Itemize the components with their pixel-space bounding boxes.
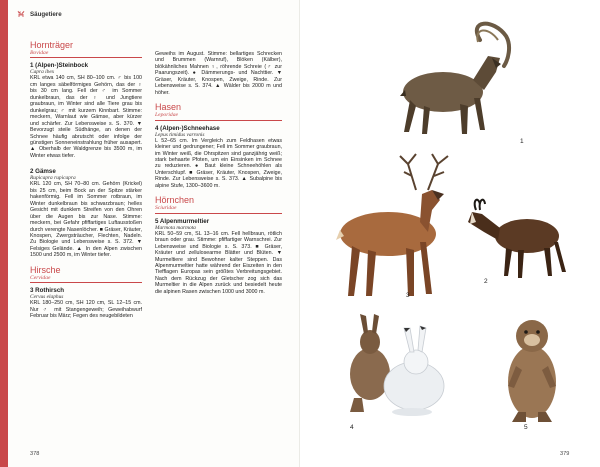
- entry-3-continued: Geweihs im August. Stimme: bellartiges Schrecken und Brummen (Warnruf), Blöken (Kälber), blökähnliches Mahnen ♀, röhrende Schreie (♂ zur Paarungszeit). ● Dämmerungs- und Nachttier. ▼ Gräser, Kräuter, Knospen, Zweige, Rinde. Zur Lebensweise s. S. 374. ▲ Wälder bis 2000 m und höher.: [155, 51, 282, 96]
- chamois-illustration: [462, 192, 572, 282]
- entry-3-latin: Cervus elaphus: [30, 294, 64, 301]
- red-deer-illustration: [328, 150, 468, 300]
- subheading-cervidae: Cervidae: [30, 275, 142, 283]
- entry-5-text: KRL 50–59 cm, SL 13–16 cm. Fell hellbraun, rötlich braun oder grau. Stimme: pfiffartiger Warnschrei. Zur Lebensweise und Biologie s. S. 373. ■ Gräser, Kräuter und zellulosearme Blätter und Blüten. ▼ Murmeltiere sind Bewohner kalter Steppen. Das Alpenmurmeltier hatte während der Eiszeiten in den Tiefflagen Europas sein größtes Verbreitungsgebiet. Nach dem Rückzug der Gletscher zog sich das Murmeltier in die Alpen zurück und besiedelt heute die alpinen Rasen zwischen 1000 und 3000 m.: [155, 230, 282, 295]
- mountain-hares-illustration: [340, 312, 450, 422]
- running-header: [16, 9, 62, 19]
- subheading-bovidae: Bovidae: [30, 50, 142, 58]
- plate-number-3: 3: [406, 292, 410, 299]
- plate-number-2: 2: [484, 278, 488, 285]
- page-number-left: 378: [30, 451, 40, 457]
- entry-1-title: 1 (Alpen-)Steinbock: [30, 62, 89, 70]
- heading-horntraeger: Hornträger: [30, 40, 74, 50]
- entry-2-latin: Rupicapra rupicapra: [30, 175, 76, 182]
- subheading-leporidae: Leporidae: [155, 112, 282, 120]
- heading-hirsche: Hirsche: [30, 264, 61, 275]
- subheading-sciuridae: Sciuridae: [155, 205, 282, 213]
- left-column: [30, 40, 142, 320]
- entry-4-text: L 52–65 cm. Im Vergleich zum Feldhasen etwas kleiner und gedrungener; Fell im Sommer graubraun, im Winter weiß, die Ohrspitzen sind ganzjährig weiß; stark behaarte Pfoten, um ein Einsinken im Schnee zu reduzieren. ● Baut kleine Schneehöhlen als Unterschlupf. ■ Gräser, Kräuter, Knospen, Zweige, Rinde. Zur Lebensweise s. S. 373. ▲ Subalpine bis alpine Stufe, 1300–3600 m.: [155, 137, 282, 189]
- page-number-right: 379: [560, 451, 570, 457]
- deer-silhouette-icon: [16, 9, 26, 19]
- section-label: Säugetiere: [30, 10, 62, 18]
- entry-4-latin: Lepus timidus varronis: [155, 131, 205, 138]
- entry-3-text: KRL 180–250 cm, SH 120 cm, SL 12–15 cm. Nur ♂ mit Stangengeweih; Geweihabwurf Februar bis März; Fegen des neugebildeten: [30, 300, 142, 320]
- plate-number-4: 4: [350, 424, 354, 431]
- entry-4-title: 4 (Alpen-)Schneehase: [155, 124, 220, 132]
- plate-number-1: 1: [520, 138, 524, 145]
- entry-5-latin: Marmota marmota: [155, 224, 196, 231]
- section-tab: [0, 0, 8, 467]
- middle-column: [155, 51, 282, 295]
- marmot-illustration: [498, 306, 568, 426]
- entry-1-text: KRL etwa 140 cm, SH 80–100 cm. ♂ bis 100 cm langes säbelförmiges Gehörn, das der ♀ bis 30 cm lang. Fell der ♂ im Sommer dunkelbraun, das der ♀ und Jungtiere graubraun, im Winter sind alle Tiere grau bis dunkelgrau; ♂ mit kurzem Kinnbart. Stimme: meckern, Warnlaut wie Gämse, aber kürzer und schärfer. Zur Lebensweise s. S. 370. ▼ Bevorzugt steile Südhänge, an denen der Schnee häufig abrutscht oder infolge der günstigen Sonneneinstrahlung früher ausapert. ▲ Oberhalb der Waldgrenze bis 3500 m, im Winter etwas tiefer.: [30, 75, 142, 159]
- entry-5-title: 5 Alpenmurmeltier: [155, 217, 210, 225]
- ibex-illustration: [388, 20, 518, 140]
- entry-3-title: 3 Rothirsch: [30, 287, 65, 295]
- entry-2-text: KRL 120 cm, SH 70–80 cm. Gehörn (Krickel) bis 25 cm, beim Bock an der Spitze stärker hakenförmig. Fell im Sommer rotbraun, im Winter dunkelbraun bis schwarzbraun; helles Gesicht mit dunklem Streifen von den Ohren über die Augen bis zur Nase. Stimme: meckern, bei Gefahr pfiffartiges Luftausstoßen durch verengte Nasenlöcher. ■ Gräser, Kräuter, Knospen, Zwergsträucher, Flechten, Nadeln. Zu Biologie und Lebensweise s. S. 372. ▼ Felsiges Gelände. ▲ In den Alpen zwischen 1500 und 2500 m, im Winter tiefer.: [30, 181, 142, 259]
- entry-1-latin: Capra ibex: [30, 69, 55, 76]
- heading-hasen: Hasen: [155, 102, 182, 113]
- plate-number-5: 5: [524, 424, 528, 431]
- heading-hoernchen: Hörnchen: [155, 195, 195, 206]
- entry-2-title: 2 Gämse: [30, 168, 56, 176]
